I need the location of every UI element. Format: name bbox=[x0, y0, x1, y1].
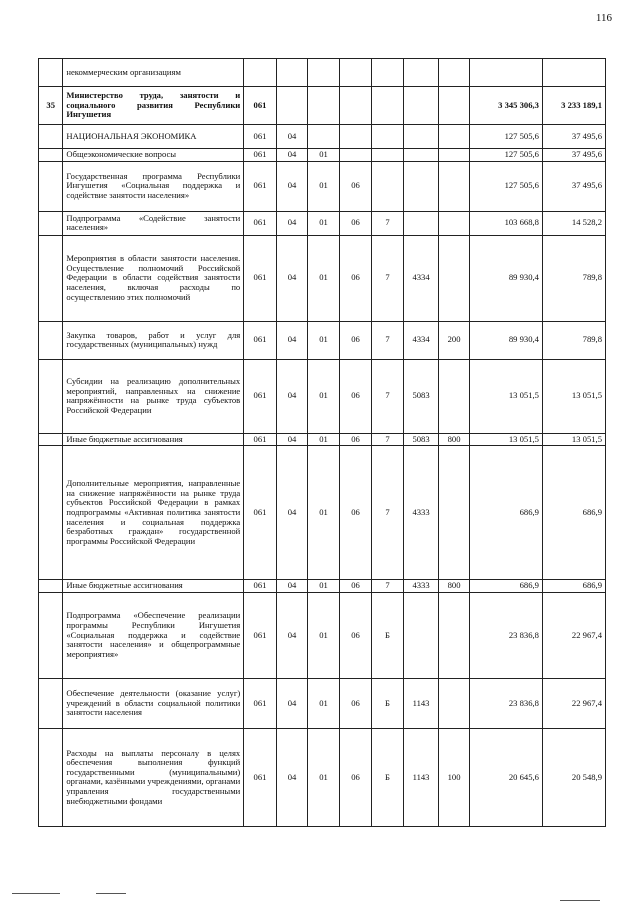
cell-y1: 127 505,6 bbox=[469, 149, 542, 162]
cell-cs2: Б bbox=[372, 728, 404, 826]
cell-cs3: 1143 bbox=[403, 728, 439, 826]
table-row bbox=[39, 592, 606, 678]
cell-y2: 789,8 bbox=[542, 235, 605, 321]
cell-cs3: 5083 bbox=[403, 359, 439, 433]
cell-pr bbox=[308, 125, 340, 149]
cell-vr bbox=[439, 446, 469, 580]
cell-cs3: 4333 bbox=[403, 446, 439, 580]
cell-name: Министерство труда, занятости и социального развития Республики Ингушетия bbox=[63, 87, 244, 125]
cell-rz: 04 bbox=[276, 161, 308, 211]
cell-cs2: 7 bbox=[372, 359, 404, 433]
cell-num: 35 bbox=[39, 87, 63, 125]
cell-cs1: 06 bbox=[339, 321, 372, 359]
cell-vr bbox=[439, 149, 469, 162]
cell-rz: 04 bbox=[276, 678, 308, 728]
cell-num bbox=[39, 235, 63, 321]
cell-num bbox=[39, 149, 63, 162]
cell-cs1 bbox=[339, 149, 372, 162]
cell-cs3 bbox=[403, 125, 439, 149]
cell-y2: 22 967,4 bbox=[542, 678, 605, 728]
cell-cs3 bbox=[403, 161, 439, 211]
cell-ved: 061 bbox=[244, 125, 277, 149]
cell-rz: 04 bbox=[276, 149, 308, 162]
cell-num bbox=[39, 580, 63, 593]
cell-cs2 bbox=[372, 87, 404, 125]
table-row bbox=[39, 149, 606, 162]
cell-vr bbox=[439, 59, 469, 87]
cell-pr: 01 bbox=[308, 321, 340, 359]
cell-ved: 061 bbox=[244, 728, 277, 826]
cell-y1: 89 930,4 bbox=[469, 235, 542, 321]
cell-y2: 789,8 bbox=[542, 321, 605, 359]
cell-y2: 37 495,6 bbox=[542, 149, 605, 162]
cell-pr: 01 bbox=[308, 592, 340, 678]
cell-ved: 061 bbox=[244, 211, 277, 235]
cell-cs3 bbox=[403, 59, 439, 87]
cell-cs2: 7 bbox=[372, 211, 404, 235]
cell-y1 bbox=[469, 59, 542, 87]
cell-cs2: 7 bbox=[372, 433, 404, 446]
cell-pr: 01 bbox=[308, 678, 340, 728]
cell-pr: 01 bbox=[308, 211, 340, 235]
cell-y2: 14 528,2 bbox=[542, 211, 605, 235]
cell-vr bbox=[439, 125, 469, 149]
cell-cs1: 06 bbox=[339, 235, 372, 321]
cell-name: Иные бюджетные ассигнования bbox=[63, 580, 244, 593]
cell-y1: 23 836,8 bbox=[469, 592, 542, 678]
table-row bbox=[39, 433, 606, 446]
cell-cs3: 4334 bbox=[403, 235, 439, 321]
cell-pr: 01 bbox=[308, 235, 340, 321]
cell-y1: 103 668,8 bbox=[469, 211, 542, 235]
cell-y2: 686,9 bbox=[542, 580, 605, 593]
footer-line-mid bbox=[96, 893, 126, 894]
cell-vr bbox=[439, 359, 469, 433]
cell-cs2 bbox=[372, 149, 404, 162]
cell-rz: 04 bbox=[276, 211, 308, 235]
cell-num bbox=[39, 433, 63, 446]
cell-y1: 20 645,6 bbox=[469, 728, 542, 826]
cell-cs2: Б bbox=[372, 678, 404, 728]
cell-y1: 686,9 bbox=[469, 446, 542, 580]
cell-y1: 3 345 306,3 bbox=[469, 87, 542, 125]
cell-name: Мероприятия в области занятости населения. Осуществление полномочий Российской Федерации в области содействия занятости населения, включая расходы по осуществлению этих полномочий bbox=[63, 235, 244, 321]
footer-line-left bbox=[12, 893, 60, 894]
cell-name: Обеспечение деятельности (оказание услуг) учреждений в области социальной политики занятости населения bbox=[63, 678, 244, 728]
cell-vr bbox=[439, 678, 469, 728]
cell-rz: 04 bbox=[276, 321, 308, 359]
cell-cs2 bbox=[372, 125, 404, 149]
cell-cs3 bbox=[403, 211, 439, 235]
cell-cs3: 5083 bbox=[403, 433, 439, 446]
cell-y2: 13 051,5 bbox=[542, 433, 605, 446]
cell-y1: 127 505,6 bbox=[469, 161, 542, 211]
cell-pr: 01 bbox=[308, 433, 340, 446]
cell-y2: 37 495,6 bbox=[542, 125, 605, 149]
cell-cs1 bbox=[339, 125, 372, 149]
cell-vr bbox=[439, 235, 469, 321]
table-row bbox=[39, 359, 606, 433]
cell-cs1 bbox=[339, 87, 372, 125]
cell-rz: 04 bbox=[276, 359, 308, 433]
cell-cs1: 06 bbox=[339, 433, 372, 446]
cell-vr: 200 bbox=[439, 321, 469, 359]
cell-num bbox=[39, 678, 63, 728]
table-row bbox=[39, 678, 606, 728]
cell-pr bbox=[308, 87, 340, 125]
cell-cs2: 7 bbox=[372, 235, 404, 321]
cell-vr: 100 bbox=[439, 728, 469, 826]
cell-name: Расходы на выплаты персоналу в целях обеспечения выполнения функций государственными (муниципальными) органами, казёнными учреждениями, органами управления государственными внебюджетными фондами bbox=[63, 728, 244, 826]
cell-name: Подпрограмма «Содействие занятости населения» bbox=[63, 211, 244, 235]
cell-rz: 04 bbox=[276, 446, 308, 580]
cell-vr bbox=[439, 87, 469, 125]
table-row bbox=[39, 321, 606, 359]
cell-pr bbox=[308, 59, 340, 87]
cell-cs3: 4333 bbox=[403, 580, 439, 593]
cell-cs3: 1143 bbox=[403, 678, 439, 728]
table-row bbox=[39, 211, 606, 235]
cell-rz: 04 bbox=[276, 728, 308, 826]
table-row bbox=[39, 87, 606, 125]
cell-cs1: 06 bbox=[339, 580, 372, 593]
cell-pr: 01 bbox=[308, 149, 340, 162]
cell-ved: 061 bbox=[244, 359, 277, 433]
cell-y2: 20 548,9 bbox=[542, 728, 605, 826]
cell-y1: 686,9 bbox=[469, 580, 542, 593]
cell-name: Подпрограмма «Обеспечение реализации программы Республики Ингушетия «Социальная поддержка и содействие занятости населения» и общепрограммные мероприятия» bbox=[63, 592, 244, 678]
cell-name: Дополнительные мероприятия, направленные на снижение напряжённости на рынке труда субъектов Российской Федерации в рамках подпрограммы «Активная политика занятости населения и социальная поддержка безработных граждан» государственной программы Российской Федерации bbox=[63, 446, 244, 580]
cell-cs1: 06 bbox=[339, 592, 372, 678]
cell-ved: 061 bbox=[244, 592, 277, 678]
cell-name: Государственная программа Республики Ингушетия «Социальная поддержка и содействие занятости населения» bbox=[63, 161, 244, 211]
cell-cs2: 7 bbox=[372, 321, 404, 359]
cell-y1: 13 051,5 bbox=[469, 359, 542, 433]
cell-cs3 bbox=[403, 149, 439, 162]
cell-y2 bbox=[542, 59, 605, 87]
cell-y1: 89 930,4 bbox=[469, 321, 542, 359]
cell-num bbox=[39, 446, 63, 580]
cell-num bbox=[39, 59, 63, 87]
cell-num bbox=[39, 321, 63, 359]
budget-table bbox=[38, 58, 606, 827]
cell-ved: 061 bbox=[244, 321, 277, 359]
cell-ved: 061 bbox=[244, 433, 277, 446]
cell-vr: 800 bbox=[439, 433, 469, 446]
table-row bbox=[39, 728, 606, 826]
cell-num bbox=[39, 161, 63, 211]
cell-pr: 01 bbox=[308, 580, 340, 593]
table-row bbox=[39, 161, 606, 211]
cell-pr: 01 bbox=[308, 161, 340, 211]
cell-num bbox=[39, 125, 63, 149]
cell-name: Общеэкономические вопросы bbox=[63, 149, 244, 162]
table-row bbox=[39, 580, 606, 593]
cell-pr: 01 bbox=[308, 359, 340, 433]
cell-cs1: 06 bbox=[339, 161, 372, 211]
cell-cs3: 4334 bbox=[403, 321, 439, 359]
cell-ved: 061 bbox=[244, 87, 277, 125]
cell-vr bbox=[439, 161, 469, 211]
cell-rz bbox=[276, 59, 308, 87]
cell-vr: 800 bbox=[439, 580, 469, 593]
cell-vr bbox=[439, 211, 469, 235]
cell-y2: 37 495,6 bbox=[542, 161, 605, 211]
cell-ved bbox=[244, 59, 277, 87]
cell-cs1: 06 bbox=[339, 359, 372, 433]
cell-name: Субсидии на реализацию дополнительных мероприятий, направленных на снижение напряжённости на рынке труда субъектов Российской Федерации bbox=[63, 359, 244, 433]
cell-y2: 686,9 bbox=[542, 446, 605, 580]
cell-ved: 061 bbox=[244, 149, 277, 162]
cell-cs2: 7 bbox=[372, 580, 404, 593]
cell-rz: 04 bbox=[276, 235, 308, 321]
cell-rz: 04 bbox=[276, 592, 308, 678]
cell-cs1 bbox=[339, 59, 372, 87]
cell-cs2: 7 bbox=[372, 446, 404, 580]
cell-y1: 127 505,6 bbox=[469, 125, 542, 149]
cell-cs2: Б bbox=[372, 592, 404, 678]
cell-cs2 bbox=[372, 161, 404, 211]
cell-ved: 061 bbox=[244, 161, 277, 211]
cell-rz bbox=[276, 87, 308, 125]
cell-name: НАЦИОНАЛЬНАЯ ЭКОНОМИКА bbox=[63, 125, 244, 149]
cell-num bbox=[39, 728, 63, 826]
cell-y2: 3 233 189,1 bbox=[542, 87, 605, 125]
cell-num bbox=[39, 211, 63, 235]
table-row bbox=[39, 59, 606, 87]
cell-ved: 061 bbox=[244, 678, 277, 728]
page-number: 116 bbox=[595, 12, 612, 24]
cell-pr: 01 bbox=[308, 728, 340, 826]
cell-y1: 23 836,8 bbox=[469, 678, 542, 728]
cell-cs3 bbox=[403, 87, 439, 125]
cell-name: Закупка товаров, работ и услуг для государственных (муниципальных) нужд bbox=[63, 321, 244, 359]
cell-cs1: 06 bbox=[339, 211, 372, 235]
cell-cs1: 06 bbox=[339, 446, 372, 580]
cell-rz: 04 bbox=[276, 433, 308, 446]
cell-name: Иные бюджетные ассигнования bbox=[63, 433, 244, 446]
table-row bbox=[39, 125, 606, 149]
cell-ved: 061 bbox=[244, 446, 277, 580]
cell-cs2 bbox=[372, 59, 404, 87]
cell-rz: 04 bbox=[276, 125, 308, 149]
cell-ved: 061 bbox=[244, 580, 277, 593]
cell-cs1: 06 bbox=[339, 728, 372, 826]
cell-vr bbox=[439, 592, 469, 678]
cell-y1: 13 051,5 bbox=[469, 433, 542, 446]
cell-num bbox=[39, 592, 63, 678]
cell-ved: 061 bbox=[244, 235, 277, 321]
cell-name: некоммерческим организациям bbox=[63, 59, 244, 87]
cell-cs3 bbox=[403, 592, 439, 678]
cell-pr: 01 bbox=[308, 446, 340, 580]
cell-cs1: 06 bbox=[339, 678, 372, 728]
cell-y2: 13 051,5 bbox=[542, 359, 605, 433]
cell-rz: 04 bbox=[276, 580, 308, 593]
table-row bbox=[39, 446, 606, 580]
cell-num bbox=[39, 359, 63, 433]
footer-line-right bbox=[560, 900, 600, 901]
table-row bbox=[39, 235, 606, 321]
cell-y2: 22 967,4 bbox=[542, 592, 605, 678]
